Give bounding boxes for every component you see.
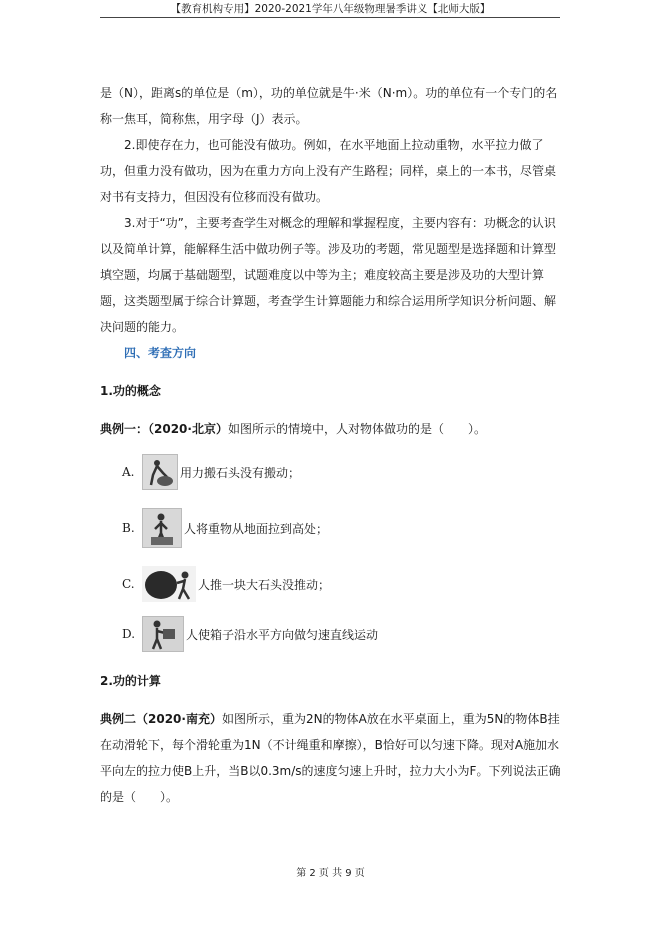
option-b-text: 人将重物从地面拉到高处； (184, 521, 329, 536)
lifting-stone-picture (142, 454, 178, 490)
page-footer (0, 864, 661, 879)
example-2 (100, 706, 564, 810)
option-c (122, 566, 564, 602)
example-2-label: 典例二（2020·南充） (100, 712, 222, 726)
page-number: 第 2 页 共 9 页 (296, 868, 365, 879)
option-d (122, 616, 564, 652)
option-a-text: 用力搬石头没有搬动； (180, 465, 301, 480)
section-title: 四、考查方向 (124, 346, 197, 360)
paragraph-3: 3.对于“功”，主要考查学生对概念的理解和掌握程度，主要内容有：功概念的认识以及简单计算，能解释生活中做功例子等。涉及功的考题，常见题型是选择题和计算型填空题，均属于基础题型，试题难度以中等为主；难度较高主要是涉及功的大型计算题，这类题型属于综合计算题，考查学生计算题能力和综合运用所学知识分析问题、解决问题的能力。 (100, 216, 557, 334)
carrying-box-picture (142, 616, 184, 652)
option-d-letter: D. (122, 627, 136, 641)
paragraph-1: 是（N），距离s的单位是（m），功的单位就是牛·米（N·m）。功的单位有一个专门的名称一焦耳，简称焦，用字母（J）表示。 (100, 86, 558, 126)
option-a-letter: A. (122, 465, 135, 479)
subheading-work-concept: 1.功的概念 (100, 384, 161, 398)
example-1-label: 典例一：（2020·北京） (100, 422, 228, 436)
pushing-rock-picture (142, 566, 196, 602)
subheading-work-calculation: 2.功的计算 (100, 674, 161, 688)
option-d-text: 人使箱子沿水平方向做匀速直线运动 (186, 627, 379, 642)
option-c-text: 人推一块大石头没推动； (198, 577, 331, 592)
header-rule (100, 17, 560, 18)
page-content (100, 80, 564, 810)
option-b-letter: B. (122, 521, 135, 535)
option-c-letter: C. (122, 577, 135, 591)
option-a (122, 454, 564, 490)
example-2-text: 如图所示，重为2N的物体A放在水平桌面上，重为5N的物体B挂在动滑轮下，每个滑轮重为1N（不计绳重和摩擦），B恰好可以匀速下降。现对A施加水平向左的拉力使B上升，当B以0.3m/s的速度匀速上升时，拉力大小为F。下列说法正确的是（ ）。 (100, 712, 561, 804)
lifting-weight-picture (142, 508, 182, 548)
example-1 (100, 416, 564, 442)
header-text: 【教育机构专用】2020-2021学年八年级物理暑季讲义【北师大版】 (170, 3, 491, 15)
option-b (122, 508, 564, 548)
paragraph-2: 2.即使存在力，也可能没有做功。例如，在水平地面上拉动重物，水平拉力做了功，但重力没有做功，因为在重力方向上没有产生路程；同样，桌上的一本书，尽管桌对书有支持力，但因没有位移而没有做功。 (100, 138, 557, 204)
example-1-text: 如图所示的情境中，人对物体做功的是（ ）。 (227, 422, 486, 436)
